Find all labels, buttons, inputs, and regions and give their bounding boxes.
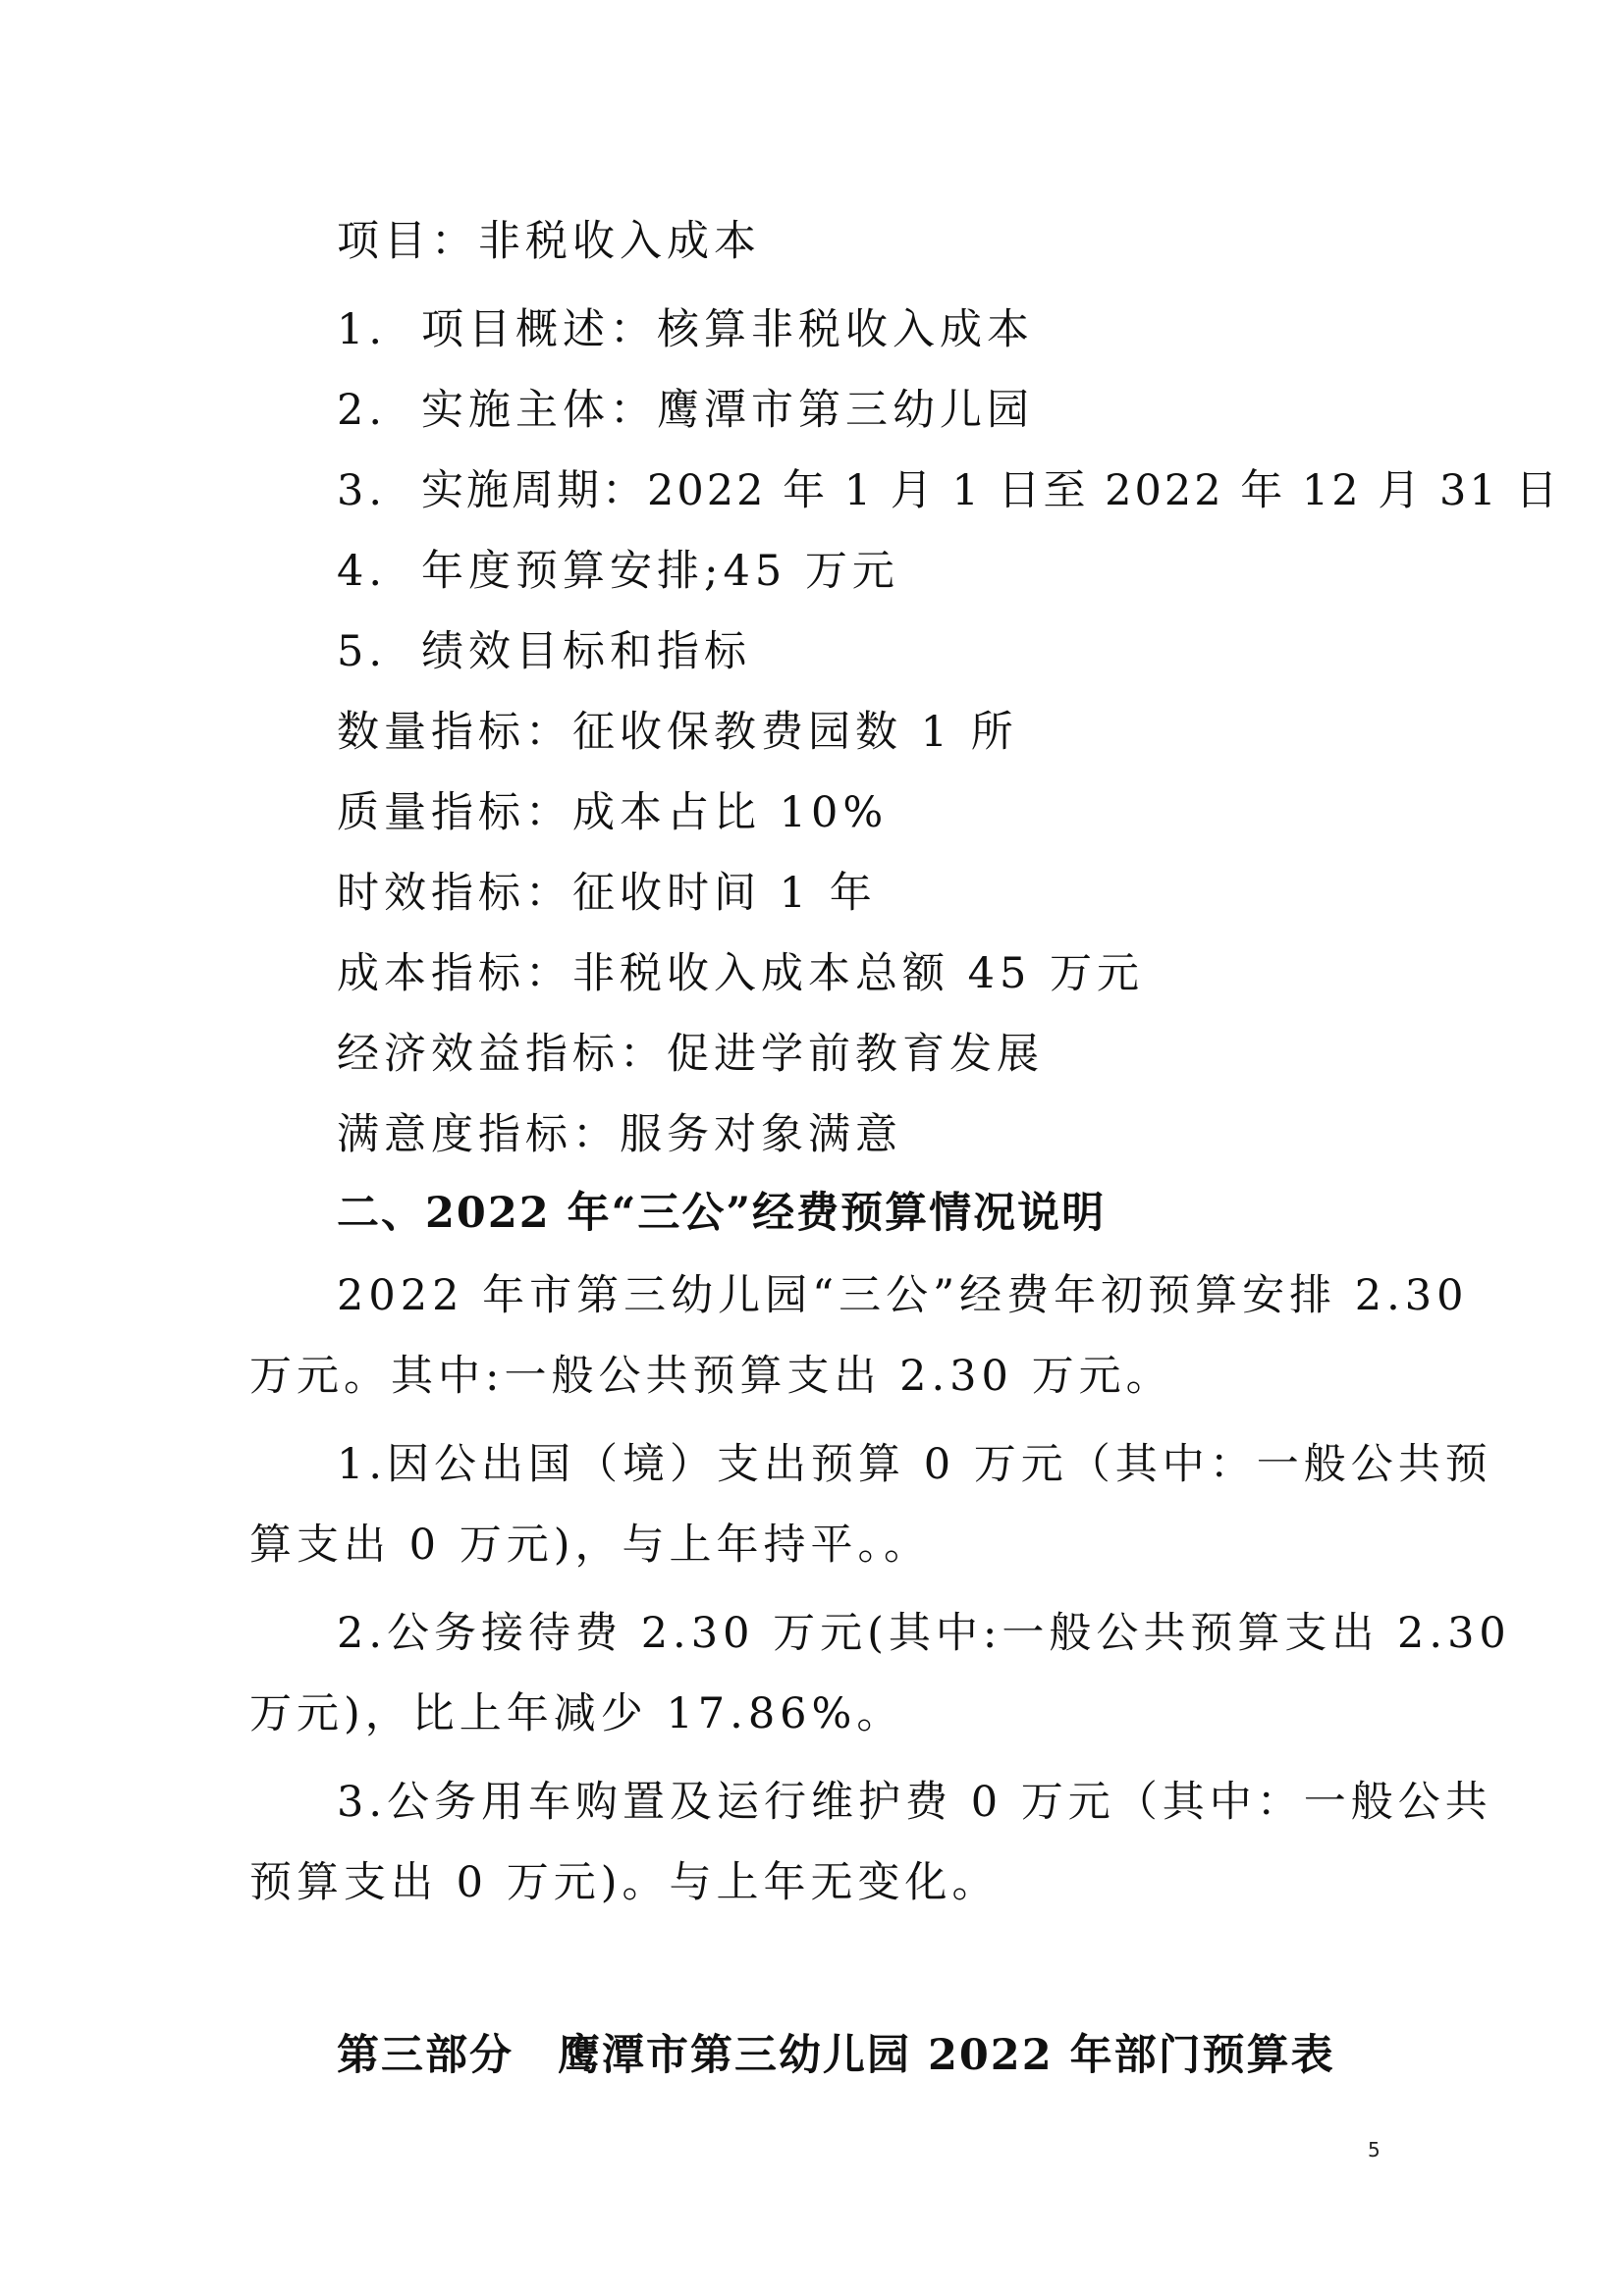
indicator-quality: 质量指标：成本占比 10% [337,788,889,837]
section-2-paragraph-3-line-2: 万元)，比上年减少 17.86%。 [249,1689,904,1738]
section-2-paragraph-1-line-1: 2022 年市第三幼儿园“三公”经费年初预算安排 2.30 [337,1271,1469,1320]
item-number: 2. [337,386,388,435]
item-number: 4. [337,547,388,596]
item-text: 实施周期：2022 年 1 月 1 日至 2022 年 12 月 31 日 [421,466,1561,515]
section-2-paragraph-2-line-1: 1.因公出国（境）支出预算 0 万元（其中：一般公共预 [337,1440,1492,1489]
indicator-economic-benefit: 经济效益指标：促进学前教育发展 [337,1030,1044,1079]
section-2-heading: 二、2022 年“三公”经费预算情况说明 [337,1189,1107,1238]
section-3-heading: 第三部分 鹰潭市第三幼儿园 2022 年部门预算表 [337,2031,1335,2080]
item-number: 3. [337,466,388,515]
section-2-paragraph-1-line-2: 万元。其中:一般公共预算支出 2.30 万元。 [249,1352,1173,1401]
item-text: 实施主体：鹰潭市第三幼儿园 [421,386,1034,435]
indicator-cost: 成本指标：非税收入成本总额 45 万元 [337,949,1145,998]
item-text: 项目概述：核算非税收入成本 [421,305,1034,354]
project-title: 项目：非税收入成本 [337,217,761,266]
project-item-4 [337,542,899,601]
item-number: 1. [337,305,388,354]
project-item-1 [337,300,1034,359]
item-text: 绩效目标和指标 [421,627,751,676]
indicator-quantity: 数量指标：征收保教费园数 1 所 [337,708,1018,757]
project-item-2 [337,381,1034,440]
item-text: 年度预算安排;45 万元 [421,547,899,596]
item-number: 5. [337,627,388,676]
section-2-paragraph-4-line-1: 3.公务用车购置及运行维护费 0 万元（其中：一般公共 [337,1778,1492,1827]
section-2-paragraph-2-line-2: 算支出 0 万元)，与上年持平。。 [249,1521,931,1570]
indicator-timeliness: 时效指标：征收时间 1 年 [337,869,877,918]
section-2-paragraph-4-line-2: 预算支出 0 万元)。与上年无变化。 [249,1858,1000,1907]
page-number: 5 [1368,2138,1380,2162]
section-2-paragraph-3-line-1: 2.公务接待费 2.30 万元(其中:一般公共预算支出 2.30 [337,1609,1511,1658]
project-item-3 [337,461,1560,520]
project-item-5 [337,622,751,681]
indicator-satisfaction: 满意度指标：服务对象满意 [337,1110,902,1159]
